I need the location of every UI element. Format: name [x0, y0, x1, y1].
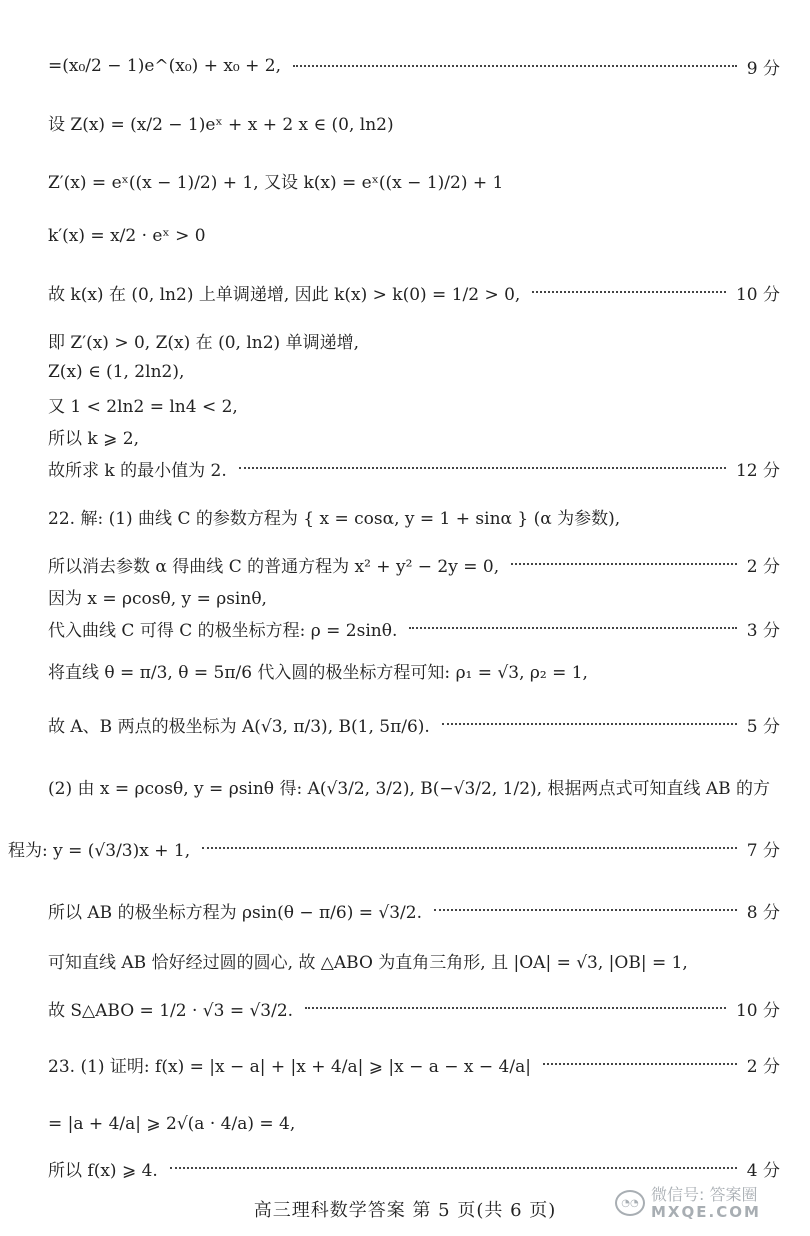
solution-line — [48, 766, 780, 806]
solution-line — [48, 46, 780, 86]
line-score: 9 分 — [746, 58, 780, 79]
line-text: 所以消去参数 α 得曲线 C 的普通方程为 x² + y² − 2y = 0, — [48, 556, 500, 577]
solution-line — [48, 988, 780, 1028]
watermark-text — [651, 1186, 761, 1220]
solution-line — [48, 272, 780, 312]
solution-line — [48, 650, 780, 690]
solution-line — [48, 608, 780, 648]
leader-dots — [543, 1063, 737, 1065]
solution-line — [48, 1104, 780, 1144]
line-text: Z(x) ∈ (1, 2ln2), — [48, 362, 185, 382]
line-text: 因为 x = ρcosθ, y = ρsinθ, — [48, 588, 267, 609]
solution-line — [48, 102, 780, 142]
line-text: 所以 AB 的极坐标方程为 ρsin(θ − π/6) = √3/2. — [48, 902, 422, 923]
leader-dots — [170, 1167, 737, 1169]
line-score: 8 分 — [746, 902, 780, 923]
line-text: (2) 由 x = ρcosθ, y = ρsinθ 得: A(√3/2, 3/2), B(−√3/2, 1/2), 根据两点式可知直线 AB 的方 — [48, 778, 771, 799]
line-text: 所以 k ⩾ 2, — [48, 428, 139, 449]
solution-line — [48, 890, 780, 930]
line-score: 2 分 — [746, 556, 780, 577]
leader-dots — [305, 1007, 726, 1009]
line-text: 故所求 k 的最小值为 2. — [48, 460, 227, 481]
line-text: 将直线 θ = π/3, θ = 5π/6 代入圆的极坐标方程可知: ρ₁ = √3, ρ₂ = 1, — [48, 662, 588, 683]
solution-line — [48, 704, 780, 744]
line-text: = |a + 4/a| ⩾ 2√(a · 4/a) = 4, — [48, 1114, 296, 1134]
line-text: 故 k(x) 在 (0, ln2) 上单调递增, 因此 k(x) > k(0) = 1/2 > 0, — [48, 284, 521, 305]
line-score: 10 分 — [735, 1000, 780, 1021]
leader-dots — [409, 627, 736, 629]
line-score: 12 分 — [735, 460, 780, 481]
line-score: 3 分 — [746, 620, 780, 641]
wechat-icon: ◔◔ — [615, 1190, 645, 1216]
solution-line — [48, 160, 780, 200]
leader-dots — [442, 723, 737, 725]
leader-dots — [434, 909, 737, 911]
page-footer: 高三理科数学答案 第 5 页(共 6 页) — [253, 1200, 557, 1221]
solution-line — [48, 1044, 780, 1084]
line-text: 代入曲线 C 可得 C 的极坐标方程: ρ = 2sinθ. — [48, 620, 398, 641]
line-text: 即 Z′(x) > 0, Z(x) 在 (0, ln2) 单调递增, — [48, 332, 359, 353]
line-text: 设 Z(x) = (x/2 − 1)eˣ + x + 2 x ∈ (0, ln2) — [48, 114, 394, 135]
line-score: 2 分 — [746, 1056, 780, 1077]
watermark-top: 微信号: 答案圈 — [651, 1184, 758, 1204]
leader-dots — [532, 291, 726, 293]
line-text: 可知直线 AB 恰好经过圆的圆心, 故 △ABO 为直角三角形, 且 |OA| = √3, |OB| = 1, — [48, 952, 688, 973]
solution-line — [48, 216, 780, 256]
line-text: 故 A、B 两点的极坐标为 A(√3, π/3), B(1, 5π/6). — [48, 716, 430, 737]
line-text: Z′(x) = eˣ((x − 1)/2) + 1, 又设 k(x) = eˣ((x − 1)/2) + 1 — [48, 172, 504, 193]
line-text: 所以 f(x) ⩾ 4. — [48, 1160, 158, 1181]
leader-dots — [293, 65, 737, 67]
leader-dots — [511, 563, 737, 565]
solution-line — [8, 828, 780, 868]
solution-line — [48, 448, 780, 488]
leader-dots — [239, 467, 726, 469]
line-text: =(x₀/2 − 1)e^(x₀) + x₀ + 2, — [48, 56, 282, 76]
line-text: 程为: y = (√3/3)x + 1, — [8, 840, 191, 861]
line-text: 23. (1) 证明: f(x) = |x − a| + |x + 4/a| ⩾ |x − a − x − 4/a| — [48, 1056, 531, 1077]
line-score: 5 分 — [746, 716, 780, 737]
line-text: k′(x) = x/2 · eˣ > 0 — [48, 226, 206, 246]
line-score: 7 分 — [746, 840, 780, 861]
watermark — [615, 1175, 805, 1231]
solution-line — [48, 940, 780, 980]
watermark-bottom: MXQE.COM — [651, 1202, 761, 1221]
line-score: 10 分 — [735, 284, 780, 305]
line-score: 4 分 — [746, 1160, 780, 1181]
line-text: 故 S△ABO = 1/2 · √3 = √3/2. — [48, 1000, 294, 1021]
leader-dots — [202, 847, 737, 849]
solution-line — [48, 496, 780, 536]
line-text: 又 1 < 2ln2 = ln4 < 2, — [48, 396, 238, 417]
line-text: 22. 解: (1) 曲线 C 的参数方程为 { x = cosα, y = 1 + sinα } (α 为参数), — [48, 508, 621, 529]
